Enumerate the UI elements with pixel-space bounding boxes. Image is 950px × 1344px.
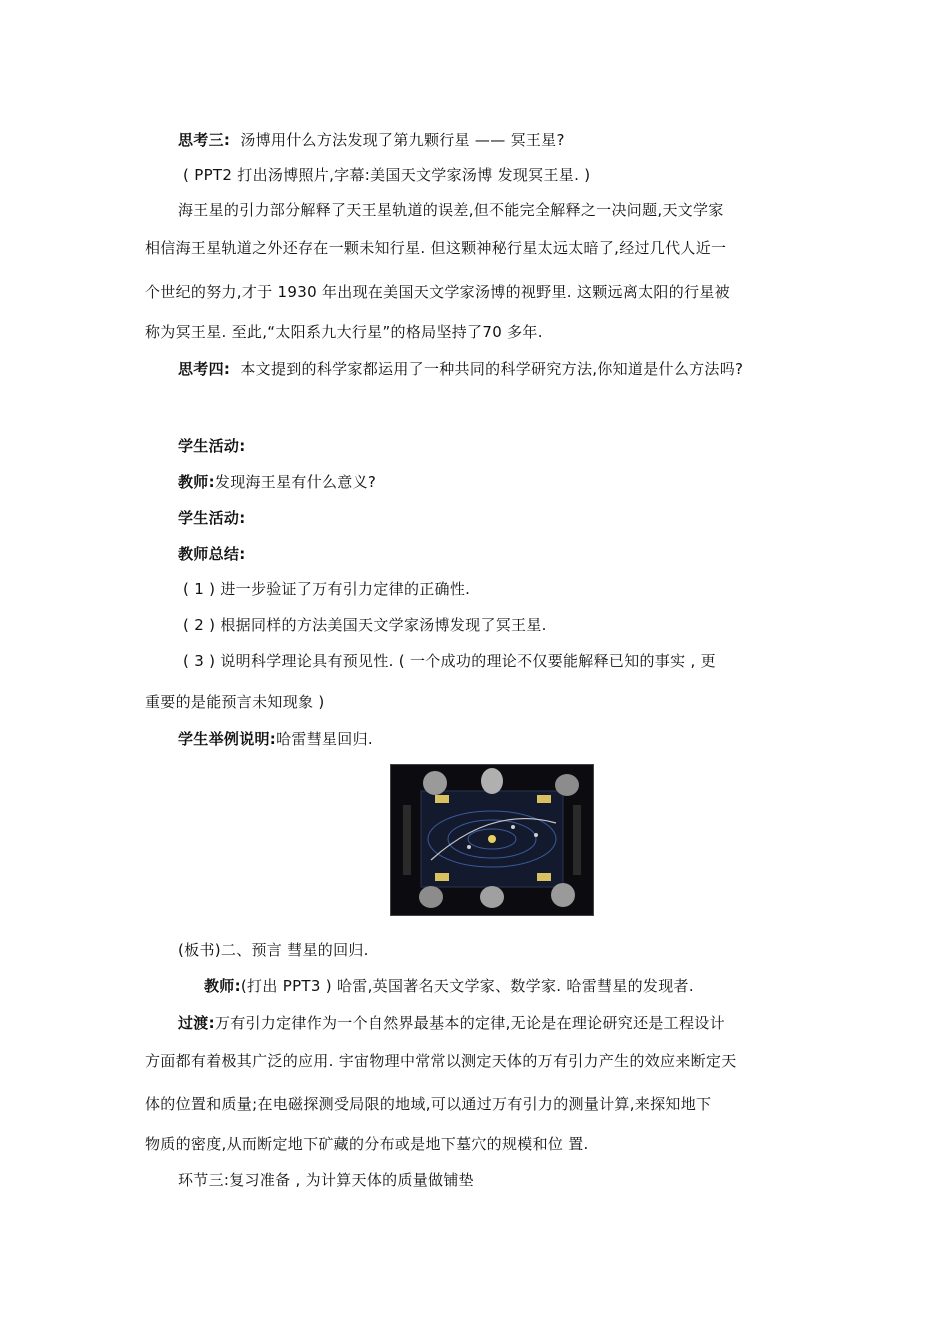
paragraph-line: 物质的密度,从而断定地下矿藏的分布或是地下墓穴的规模和位 置.: [145, 1135, 589, 1153]
label-student-example: 学生举例说明:: [178, 730, 277, 748]
paragraph-line: 方面都有着极其广泛的应用. 宇宙物理中常常以测定天体的万有引力产生的效应来断定天: [145, 1052, 737, 1070]
student-example: [178, 729, 373, 749]
summary-item-3: ( 3 ) 说明科学理论具有预见性. ( 一个成功的理论不仅要能解释已知的事实 , 更: [183, 652, 716, 670]
summary-item-3-cont: 重要的是能预言未知现象 ): [145, 693, 325, 711]
transition-paragraph: [178, 1013, 725, 1033]
paragraph-line: 称为冥王星. 至此,“太阳系九大行星”的格局坚持了70 多年.: [145, 323, 543, 341]
text-teacher-ppt3: (打出 PPT3 ) 哈雷,英国著名天文学家、数学家. 哈雷彗星的发现者.: [240, 977, 694, 995]
board-note: (板书)二、预言 彗星的回归.: [178, 941, 369, 959]
teacher-question: [178, 472, 376, 492]
summary-item-1: ( 1 ) 进一步验证了万有引力定律的正确性.: [183, 580, 471, 598]
section-three-heading: 环节三:复习准备 , 为计算天体的质量做铺垫: [178, 1171, 474, 1189]
student-activity-label: 学生活动:: [178, 437, 246, 455]
paragraph-line: 体的位置和质量;在电磁探测受局限的地域,可以通过万有引力的测量计算,来探知地下: [145, 1095, 712, 1113]
text-student-example: 哈雷彗星回归.: [276, 730, 373, 748]
label-teacher: 教师:: [204, 977, 241, 995]
paragraph-line: 海王星的引力部分解释了天王星轨道的误差,但不能完全解释之一决问题,天文学家: [178, 201, 724, 219]
paragraph-line: 个世纪的努力,才于 1930 年出现在美国天文学家汤博的视野里. 这颗远离太阳的行星被: [145, 283, 730, 301]
student-activity-label: 学生活动:: [178, 509, 246, 527]
summary-item-2: ( 2 ) 根据同样的方法美国天文学家汤博发现了冥王星.: [183, 616, 547, 634]
text-transition: 万有引力定律作为一个自然界最基本的定律,无论是在理论研究还是工程设计: [214, 1014, 725, 1032]
halley-comet-stamp-image: [390, 764, 594, 916]
ppt2-note: ( PPT2 打出汤博照片,字幕:美国天文学家汤博 发现冥王星. ): [183, 166, 591, 184]
paragraph-think-three: [178, 130, 565, 150]
label-transition: 过渡:: [178, 1014, 215, 1032]
stamp-illustration: [391, 765, 593, 915]
label-teacher: 教师:: [178, 473, 215, 491]
teacher-summary-label: 教师总结:: [178, 545, 246, 563]
text-think-three: 汤博用什么方法发现了第九颗行星 —— 冥王星?: [240, 131, 565, 149]
teacher-ppt3: [204, 976, 694, 996]
text-teacher-question: 发现海王星有什么意义?: [214, 473, 377, 491]
label-think-three: 思考三:: [178, 131, 231, 149]
paragraph-think-four: [178, 359, 743, 379]
text-think-four: 本文提到的科学家都运用了一种共同的科学研究方法,你知道是什么方法吗?: [240, 360, 744, 378]
paragraph-line: 相信海王星轨道之外还存在一颗未知行星. 但这颗神秘行星太远太暗了,经过几代人近一: [145, 239, 727, 257]
label-think-four: 思考四:: [178, 360, 231, 378]
